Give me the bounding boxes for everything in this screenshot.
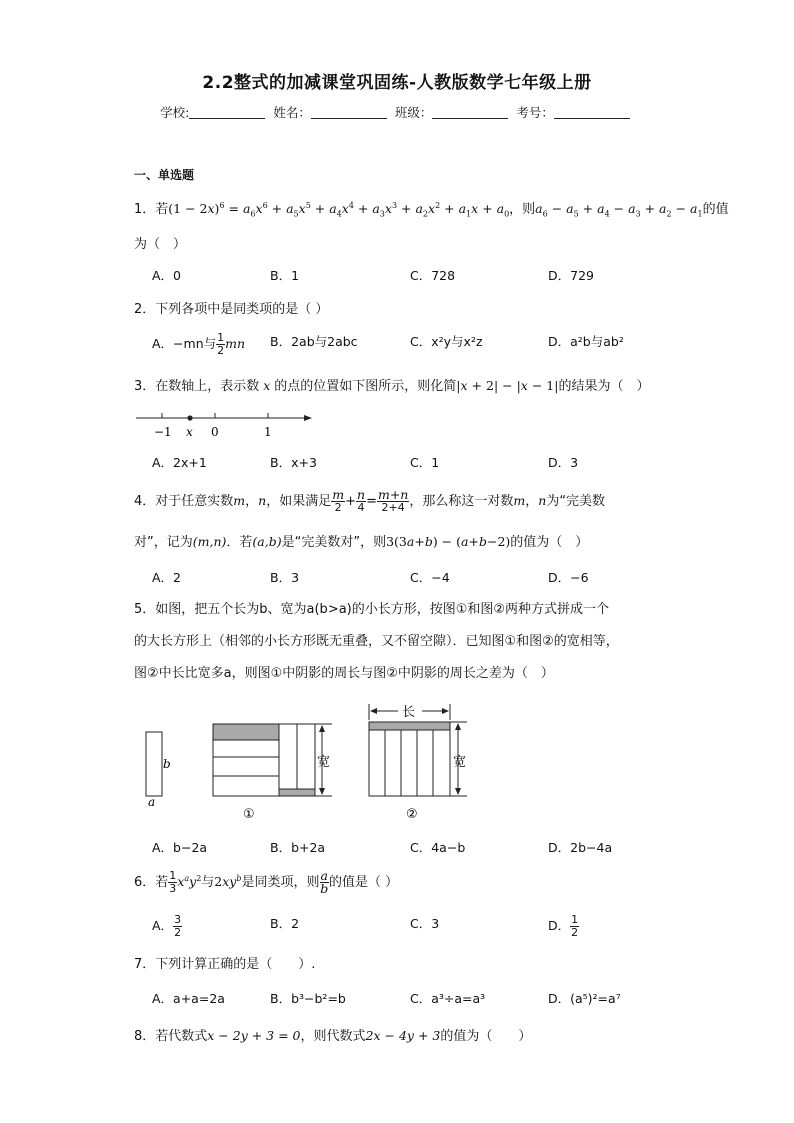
q6-option-a-label: A． bbox=[152, 918, 174, 933]
q6-third-fraction: $\frac{1}{3}$ bbox=[169, 869, 177, 895]
q1-option-c[interactable]: C．728 bbox=[410, 268, 456, 283]
q2-option-a[interactable]: A．−mn与 $\frac{1}{2}$ mn bbox=[152, 331, 246, 357]
q2-option-b[interactable]: B．2ab与2abc bbox=[270, 334, 358, 349]
q5-option-c[interactable]: C．4a−b bbox=[410, 840, 466, 855]
q6-term1: $x^ay^2$ bbox=[177, 873, 202, 889]
q6-option-c[interactable]: C．3 bbox=[410, 916, 440, 931]
q4-frac-n4: $\frac{n}{4}$ bbox=[357, 487, 366, 514]
q1-option-d[interactable]: D．729 bbox=[548, 268, 594, 283]
q4-frac-m2: $\frac{m}{2}$ bbox=[332, 487, 345, 514]
fig1-kuan-label: 宽 bbox=[317, 755, 331, 770]
exam-number-label: 考号： bbox=[516, 105, 554, 120]
q7-option-d[interactable]: D．(a⁵)²=a⁷ bbox=[548, 991, 621, 1006]
class-blank[interactable] bbox=[432, 106, 508, 119]
axis-label-0: 0 bbox=[211, 425, 219, 439]
name-label: 姓名： bbox=[273, 105, 311, 120]
axis-label-x: x bbox=[186, 425, 193, 439]
q8-text-c: 的值为（ ） bbox=[440, 1029, 532, 1044]
q7-option-c[interactable]: C．a³÷a=a³ bbox=[410, 991, 486, 1006]
q2-option-d[interactable]: D．a²b与ab² bbox=[548, 334, 624, 349]
point-x-dot bbox=[187, 415, 192, 420]
q1-line2: 为（ ） bbox=[134, 237, 187, 252]
q4-option-b[interactable]: B．3 bbox=[270, 570, 300, 585]
arrow-icon bbox=[304, 415, 312, 421]
q2-option-c[interactable]: C．x²y与x²z bbox=[410, 334, 483, 349]
q6-text-a: 6．若 bbox=[134, 875, 169, 890]
question-4: 4．对于任意实数m，n，如果满足 $\frac{m}{2}$ + $\frac{n}{4}$ = $\frac{m+n}{2+4}$ ，那么称这一对数m，n为“完美数 bbox=[134, 487, 606, 514]
fig1-caption: ① bbox=[243, 807, 255, 822]
q4-options bbox=[152, 568, 672, 586]
q3-option-c[interactable]: C．1 bbox=[410, 455, 440, 470]
q5-option-a[interactable]: A．b−2a bbox=[152, 840, 208, 855]
q1-option-a[interactable]: A．0 bbox=[152, 268, 182, 283]
q6-option-b[interactable]: B．2 bbox=[270, 916, 300, 931]
q8-expr1: x − 2y + 3 = 0 bbox=[207, 1028, 301, 1043]
figure-1 bbox=[213, 724, 332, 822]
q1-option-b[interactable]: B．1 bbox=[270, 268, 300, 283]
question-8 bbox=[134, 1025, 531, 1044]
school-blank[interactable] bbox=[189, 106, 265, 119]
q3-options bbox=[152, 453, 672, 471]
q3-option-b[interactable]: B．x+3 bbox=[270, 455, 317, 470]
q8-expr2: 2x − 4y + 3 bbox=[365, 1028, 441, 1043]
label-a: a bbox=[148, 795, 156, 809]
fig2-kuan-label: 宽 bbox=[453, 755, 467, 770]
question-1 bbox=[134, 198, 729, 219]
q6-option-a[interactable]: A． $\frac{3}{2}$ bbox=[152, 913, 182, 939]
q3-option-d[interactable]: D．3 bbox=[548, 455, 579, 470]
question-7: 7．下列计算正确的是（ ）. bbox=[134, 957, 316, 972]
page-title: 2.2整式的加减课堂巩固练-人教版数学七年级上册 bbox=[202, 73, 592, 93]
q1-tail2: 的值 bbox=[702, 202, 729, 217]
name-blank[interactable] bbox=[311, 106, 387, 119]
question-6 bbox=[134, 870, 398, 895]
q3-text-b: 的点的位置如下图所示，则化简 bbox=[274, 379, 457, 394]
q4-text-d: 为“完美数 bbox=[546, 494, 606, 509]
fig2-outline bbox=[369, 722, 450, 796]
axis-label-neg1: −1 bbox=[154, 425, 172, 439]
q6-text-c: 是同类项，则 bbox=[241, 875, 320, 890]
q1-equation: $(1 - 2x)^6 = a_6x^6 + a_5x^5 + a_4x^4 + a_3x^3 + a_2x^2 + a_1x + a_0$ bbox=[168, 200, 510, 219]
q7-option-b[interactable]: B．b³−b²=b bbox=[270, 991, 346, 1006]
q4-text-b: ，如果满足 bbox=[266, 494, 332, 509]
student-info-line bbox=[0, 103, 794, 121]
q4-text-c: ，那么称这一对数 bbox=[409, 494, 514, 509]
q5-options bbox=[152, 838, 672, 856]
q3-option-a[interactable]: A．2x+1 bbox=[152, 455, 207, 470]
section-heading: 一、单选题 bbox=[134, 168, 195, 182]
fig2-caption: ② bbox=[406, 807, 418, 822]
q5-figure bbox=[140, 698, 480, 824]
q7-options bbox=[152, 989, 672, 1007]
q3-abs-expression: |x + 2| − |x − 1| bbox=[456, 378, 559, 393]
q1-sum-expression: $a_6 - a_5 + a_4 - a_3 + a_2 - a_1$ bbox=[535, 201, 703, 219]
q4-line2-c: 是“完美数对”，则 bbox=[281, 535, 387, 550]
q6-option-d[interactable]: D． $\frac{1}{2}$ bbox=[548, 913, 579, 939]
q1-tail: ，则 bbox=[509, 202, 536, 217]
small-rectangle bbox=[146, 732, 162, 796]
question-3: 3．在数轴上，表示数 x 的点的位置如下图所示，则化简|x + 2| − |x − 1|的结果为（ ） bbox=[134, 378, 650, 394]
axis-label-1: 1 bbox=[264, 425, 272, 439]
q6-text-b: 与 bbox=[201, 875, 215, 890]
class-label: 班级： bbox=[394, 105, 433, 120]
question-5-line3: 图②中长比宽多a，则图①中阴影的周长与图②中阴影的周长之差为（ ） bbox=[134, 666, 554, 681]
q8-text-a: 8．若代数式 bbox=[134, 1029, 208, 1044]
q4-option-c[interactable]: C．−4 bbox=[410, 570, 450, 585]
fig2-shade-top bbox=[369, 722, 450, 730]
q1-options bbox=[152, 266, 672, 284]
school-label: 学校: bbox=[160, 105, 190, 120]
q4-line2-a: 对”，记为 bbox=[134, 535, 193, 550]
q3-text-a: 3．在数轴上，表示数 bbox=[134, 379, 260, 394]
q6-term2: $2xy^b$ bbox=[214, 873, 242, 889]
question-5-line1: 5．如图，把五个长为b、宽为a(b>a)的小长方形，按图①和图②两种方式拼成一个 bbox=[134, 602, 610, 617]
q6-text-d: 的值是（ ） bbox=[328, 875, 399, 890]
fig1-shade-top bbox=[213, 724, 279, 740]
q6-ab-fraction: $\frac{a}{b}$ bbox=[320, 868, 329, 896]
q6-options bbox=[152, 914, 672, 944]
q4-frac-sum: $\frac{m+n}{2+4}$ bbox=[377, 487, 409, 514]
q4-line2-b: ．若 bbox=[226, 535, 253, 550]
q2-option-a-label: A．−mn与 bbox=[152, 336, 217, 351]
label-b: b bbox=[163, 757, 171, 771]
q2-options bbox=[152, 331, 672, 357]
q4-option-d[interactable]: D．−6 bbox=[548, 570, 589, 585]
question-2: 2．下列各项中是同类项的是（ ） bbox=[134, 302, 329, 317]
q2-half-fraction: $\frac{1}{2}$ bbox=[217, 331, 225, 357]
figure-2 bbox=[369, 703, 467, 822]
q6-option-d-label: D． bbox=[548, 918, 571, 933]
q5-option-d[interactable]: D．2b−4a bbox=[548, 840, 613, 855]
question-5-line2: 的大长方形上（相邻的小长方形既无重叠，又不留空隙）．已知图①和图②的宽相等， bbox=[134, 634, 619, 649]
q4-text-a: 4．对于任意实数 bbox=[134, 494, 234, 509]
fig1-shade-bottom bbox=[279, 789, 315, 796]
q4-line2: 对”，记为(m,n)．若(a,b)是“完美数对”，则3(3a+b) − (a+b−2)的值为（ ） bbox=[134, 534, 589, 550]
number-line bbox=[130, 406, 320, 440]
q8-text-b: ，则代数式 bbox=[300, 1029, 366, 1044]
q7-option-a[interactable]: A．a+a=2a bbox=[152, 991, 225, 1006]
q3-text-c: 的结果为（ ） bbox=[558, 379, 650, 394]
q4-line2-d: 的值为（ ） bbox=[510, 535, 589, 550]
q4-option-a[interactable]: A．2 bbox=[152, 570, 182, 585]
fig2-chang-label: 长 bbox=[402, 705, 416, 720]
exam-number-blank[interactable] bbox=[554, 106, 630, 119]
q1-number: 1．若 bbox=[134, 202, 169, 217]
q5-option-b[interactable]: B．b+2a bbox=[270, 840, 326, 855]
